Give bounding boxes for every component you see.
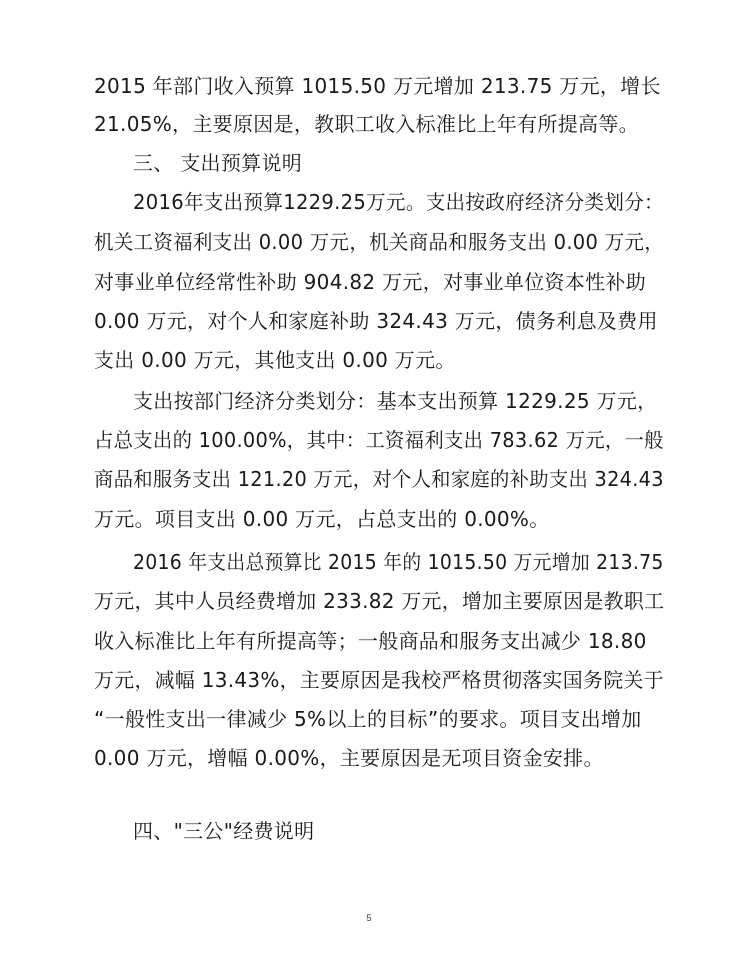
- text-line: 0.00 万元，增幅 0.00%，主要原因是无项目资金安排。: [94, 746, 604, 770]
- text-line: 2016 年支出总预算比 2015 年的 1015.50 万元增加 213.75: [133, 550, 664, 574]
- text-line: 对事业单位经常性补助 904.82 万元，对事业单位资本性补助: [94, 270, 646, 294]
- text-line: 2016年支出预算1229.25万元。支出按政府经济分类划分：: [133, 190, 664, 214]
- text-line: 万元，其中人员经费增加 233.82 万元，增加主要原因是教职工: [94, 589, 665, 613]
- text-line: 0.00 万元，对个人和家庭补助 324.43 万元，债务利息及费用: [94, 309, 658, 333]
- text-line: 商品和服务支出 121.20 万元，对个人和家庭的补助支出 324.43: [94, 467, 664, 491]
- text-line: 2015 年部门收入预算 1015.50 万元增加 213.75 万元，增长: [94, 74, 661, 98]
- text-line: 支出按部门经济分类划分：基本支出预算 1229.25 万元，: [133, 389, 658, 413]
- text-line: 占总支出的 100.00%，其中：工资福利支出 783.62 万元，一般: [94, 428, 664, 452]
- text-line: 21.05%，主要原因是，教职工收入标准比上年有所提高等。: [94, 112, 639, 136]
- text-line: 万元，减幅 13.43%，主要原因是我校严格贯彻落实国务院关于: [94, 668, 664, 692]
- section-heading: 四、"三公"经费说明: [133, 819, 315, 843]
- page-number: 5: [366, 913, 372, 923]
- section-heading: 三、 支出预算说明: [133, 151, 303, 175]
- text-line: 万元。项目支出 0.00 万元，占总支出的 0.00%。: [94, 507, 550, 531]
- text-line: “一般性支出一律减少 5%以上的目标”的要求。项目支出增加: [94, 707, 642, 731]
- text-line: 收入标准比上年有所提高等；一般商品和服务支出减少 18.80: [94, 629, 647, 653]
- text-line: 支出 0.00 万元，其他支出 0.00 万元。: [94, 348, 456, 372]
- text-line: 机关工资福利支出 0.00 万元，机关商品和服务支出 0.00 万元，: [94, 230, 665, 254]
